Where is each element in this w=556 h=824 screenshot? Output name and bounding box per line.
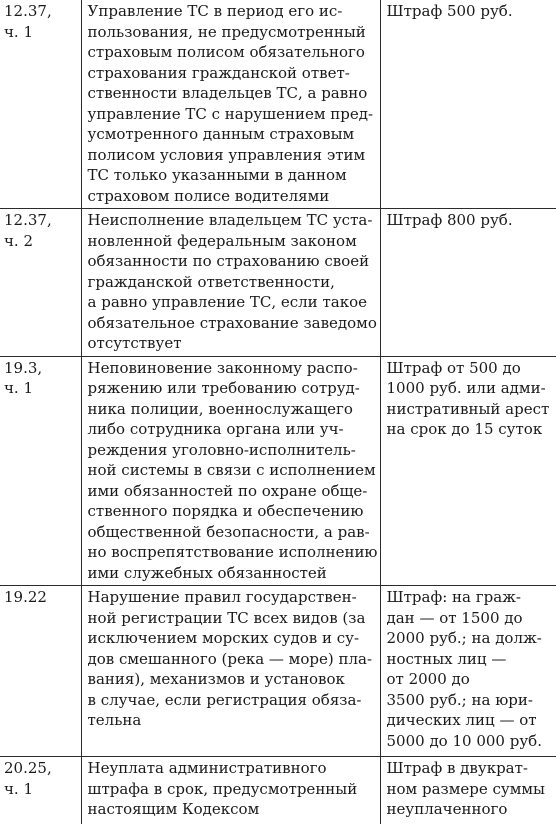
penalty-line: Штраф: на граж- <box>386 588 522 606</box>
article-line: ч. 1 <box>4 779 33 798</box>
offense-line: штрафа в срок, предусмотренный <box>87 779 358 798</box>
offense-cell <box>81 586 380 757</box>
penalty-line: дан — от 1500 до <box>386 608 523 627</box>
penalty-line: неуплаченного <box>386 800 508 818</box>
table-row <box>0 757 556 824</box>
offense-line: ной регистрации ТС всех видов (за <box>87 608 366 627</box>
table-row <box>0 356 556 586</box>
offense-cell <box>81 209 380 357</box>
offense-line: ими обязанностей по охране обще- <box>87 481 368 500</box>
offense-line: ими служебных обязанностей <box>87 563 327 582</box>
article-line: 12.37, <box>4 2 52 20</box>
penalty-line: 2000 руб.; на долж- <box>386 629 542 647</box>
offense-line: управление ТС с нарушением пред- <box>87 104 374 123</box>
article-cell <box>0 586 81 757</box>
offense-line: ТС только указанными в данном <box>87 166 347 184</box>
offense-line: но воспрепятствование исполнению <box>87 543 378 561</box>
article-cell <box>0 0 81 209</box>
offense-line: полисом условия управления этим <box>87 145 366 164</box>
offense-line: Неисполнение владельцем ТС уста- <box>87 211 373 229</box>
offense-line: страховом полисе водителями <box>87 186 330 205</box>
penalty-line: от 2000 до <box>386 670 470 688</box>
article-line: 19.22 <box>4 588 47 606</box>
article-line: ч. 2 <box>4 231 33 250</box>
penalty-cell <box>380 0 556 209</box>
penalty-line: Штраф 500 руб. <box>386 2 513 20</box>
penalty-line: ностных лиц — <box>386 649 507 668</box>
offense-line: в случае, если регистрация обяза- <box>87 690 362 709</box>
penalty-line: 3500 руб.; на юри- <box>386 690 533 709</box>
penalty-line: дических лиц — от <box>386 711 537 729</box>
penalty-line: Штраф 800 руб. <box>386 211 513 229</box>
offense-line: Управление ТС в период его ис- <box>87 2 343 20</box>
penalty-line: 1000 руб. или адми- <box>386 379 546 397</box>
penalty-line: ном размере суммы <box>386 779 545 798</box>
article-line: 12.37, <box>4 211 52 229</box>
offense-line: обязанности по страхованию своей <box>87 252 370 270</box>
article-line: ч. 1 <box>4 379 33 397</box>
article-cell <box>0 209 81 357</box>
penalty-cell <box>380 209 556 357</box>
article-cell <box>0 757 81 824</box>
offense-line: отсутствует <box>87 334 182 352</box>
offense-line: ряжению или требованию сотруд- <box>87 379 360 397</box>
offense-line: новленной федеральным законом <box>87 231 357 250</box>
offense-line: ственного порядка и обеспечению <box>87 502 364 520</box>
offense-line: общественной безопасности, а рав- <box>87 522 370 541</box>
offense-line: обязательное страхование заведомо <box>87 313 377 332</box>
offense-line: тельна <box>87 711 142 729</box>
offense-line: вания), механизмов и установок <box>87 670 345 688</box>
penalty-cell <box>380 586 556 757</box>
offense-line: Неповиновение законному распо- <box>87 358 358 377</box>
offense-line: либо сотрудника органа или уч- <box>87 420 344 438</box>
article-cell <box>0 356 81 586</box>
offense-cell <box>81 356 380 586</box>
article-line: ч. 1 <box>4 22 33 41</box>
offense-line: ной системы в связи с исполнением <box>87 461 376 479</box>
offense-line: гражданской ответственности, <box>87 272 335 291</box>
offense-cell <box>81 757 380 824</box>
offense-line: Нарушение правил государствен- <box>87 588 357 606</box>
article-line: 20.25, <box>4 759 52 777</box>
offense-line: дов смешанного (река — море) пла- <box>87 649 373 668</box>
table-row <box>0 209 556 357</box>
offense-line: реждения уголовно-исполнитель- <box>87 440 356 459</box>
penalty-cell <box>380 757 556 824</box>
offense-line: ника полиции, военнослужащего <box>87 399 353 418</box>
article-line: 19.3, <box>4 358 43 377</box>
offense-line: страховым полисом обязательного <box>87 43 365 61</box>
penalty-line: на срок до 15 суток <box>386 420 543 438</box>
offense-line: а равно управление ТС, если такое <box>87 293 367 311</box>
offense-line: пользования, не предусмотренный <box>87 22 366 41</box>
offense-cell <box>81 0 380 209</box>
penalty-cell <box>380 356 556 586</box>
penalty-line: нистративный арест <box>386 399 550 418</box>
offense-line: настоящим Кодексом <box>87 800 260 818</box>
offense-line: страхования гражданской ответ- <box>87 63 350 82</box>
offense-line: исключением морских судов и су- <box>87 629 360 647</box>
penalty-line: 5000 до 10 000 руб. <box>386 731 542 750</box>
penalty-line: Штраф в двукрат- <box>386 759 528 777</box>
offense-line: ственности владельцев ТС, а равно <box>87 84 368 102</box>
penalty-line: Штраф от 500 до <box>386 358 521 377</box>
table-row <box>0 0 556 209</box>
table-row <box>0 586 556 757</box>
offense-line: усмотренного данным страховым <box>87 125 355 143</box>
offense-line: Неуплата административного <box>87 759 327 777</box>
